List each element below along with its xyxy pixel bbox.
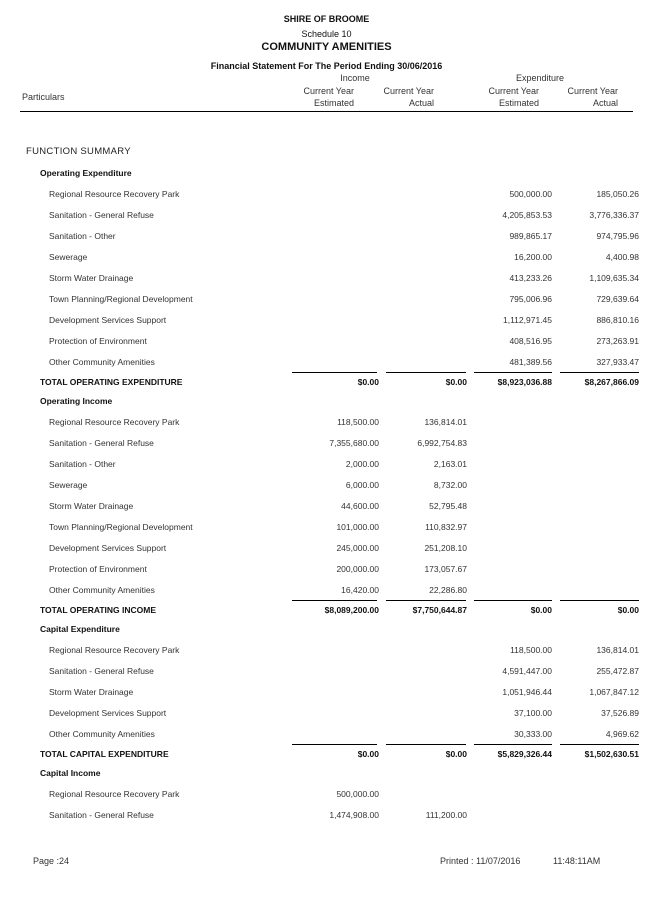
page-number: Page :24 [33, 856, 70, 866]
section-title: FUNCTION SUMMARY [26, 146, 131, 157]
row-value-inc-est: 245,000.00 [336, 543, 379, 553]
table-row [0, 666, 653, 680]
total-rule [292, 600, 377, 601]
row-label: Sanitation - General Refuse [49, 210, 154, 220]
row-value-exp-est: 408,516.95 [509, 336, 552, 346]
table-row [0, 501, 653, 515]
row-label: Sanitation - Other [49, 231, 116, 241]
printed-date: Printed : 11/07/2016 [440, 856, 521, 866]
table-row [0, 252, 653, 266]
row-value-inc-act: 136,814.01 [424, 417, 467, 427]
row-value-inc-act: 111,200.00 [425, 810, 467, 820]
table-row [0, 645, 653, 659]
row-label: Other Community Amenities [49, 585, 155, 595]
row-value-exp-est: 500,000.00 [509, 189, 552, 199]
row-value-exp-est: 118,500.00 [510, 645, 552, 655]
group-heading: Operating Expenditure [40, 168, 132, 178]
schedule-label: Schedule 10 [301, 29, 352, 39]
table-row [0, 294, 653, 308]
row-value-exp-est: 16,200.00 [514, 252, 552, 262]
row-value-exp-est: 989,865.17 [509, 231, 552, 241]
row-value-inc-act: 110,832.97 [425, 522, 467, 532]
row-label: Protection of Environment [49, 564, 147, 574]
table-row [0, 189, 653, 203]
total-rule [560, 744, 639, 745]
row-value-inc-act: 22,286.80 [429, 585, 467, 595]
table-row [0, 543, 653, 557]
particulars-header: Particulars [22, 92, 65, 102]
total-rule [292, 744, 377, 745]
row-label: Regional Resource Recovery Park [49, 645, 180, 655]
row-value-inc-est: 2,000.00 [345, 459, 379, 469]
row-label: Sanitation - General Refuse [49, 438, 154, 448]
group-heading-row [0, 768, 653, 782]
row-value-exp-act: 185,050.26 [596, 189, 639, 199]
table-row [0, 210, 653, 224]
table-row [0, 273, 653, 287]
row-value-inc-est: 101,000.00 [336, 522, 379, 532]
total-rule [474, 372, 552, 373]
row-value-inc-est: 44,600.00 [341, 501, 379, 511]
total-value-exp-est: $0.00 [530, 605, 552, 615]
group-heading-row [0, 624, 653, 638]
row-value-inc-act: 251,208.10 [424, 543, 467, 553]
row-value-inc-est: 6,000.00 [345, 480, 379, 490]
table-row [0, 315, 653, 329]
report-period: Financial Statement For The Period Ending 30/06/2016 [210, 61, 443, 71]
total-value-exp-act: $1,502,630.51 [584, 749, 639, 759]
total-value-exp-est: $8,923,036.88 [497, 377, 552, 387]
row-value-exp-est: 1,051,946.44 [502, 687, 552, 697]
table-row [0, 522, 653, 536]
total-rule [474, 600, 552, 601]
function-summary-row [0, 146, 653, 160]
row-label: Sanitation - General Refuse [49, 810, 154, 820]
row-label: Sewerage [49, 252, 88, 262]
table-row [0, 357, 653, 371]
table-row [0, 789, 653, 803]
row-label: Regional Resource Recovery Park [49, 189, 180, 199]
exp-estimated-header-line1: Current Year [488, 86, 539, 96]
total-value-inc-act: $0.00 [445, 377, 467, 387]
row-value-inc-est: 7,355,680.00 [329, 438, 379, 448]
row-label: Development Services Support [49, 315, 167, 325]
income-actual-header-line1: Current Year [383, 86, 434, 96]
total-value-inc-est: $8,089,200.00 [324, 605, 379, 615]
row-value-exp-act: 255,472.87 [596, 666, 639, 676]
row-value-inc-act: 173,057.67 [424, 564, 467, 574]
total-value-inc-est: $0.00 [357, 377, 379, 387]
row-value-exp-act: 729,639.64 [596, 294, 639, 304]
table-row [0, 336, 653, 350]
table-row [0, 810, 653, 824]
row-value-exp-est: 1,112,971.45 [503, 315, 552, 325]
printed-time: 11:48:11AM [553, 856, 601, 866]
row-value-inc-act: 8,732.00 [433, 480, 467, 490]
total-value-inc-act: $7,750,644.87 [412, 605, 467, 615]
table-row [0, 417, 653, 431]
total-label: TOTAL OPERATING INCOME [40, 605, 157, 615]
row-value-exp-est: 4,205,853.53 [502, 210, 552, 220]
income-actual-header-line2: Actual [408, 98, 434, 108]
total-rule [386, 600, 466, 601]
total-rule [474, 744, 552, 745]
total-row [0, 749, 653, 763]
header-rule [20, 111, 633, 112]
row-value-exp-act: 136,814.01 [596, 645, 639, 655]
row-value-exp-act: 886,810.16 [596, 315, 639, 325]
exp-estimated-header-line2: Estimated [498, 98, 539, 108]
row-value-exp-est: 413,233.26 [509, 273, 552, 283]
row-value-exp-act: 37,526.89 [601, 708, 639, 718]
row-label: Other Community Amenities [49, 729, 155, 739]
exp-actual-header-line2: Actual [592, 98, 618, 108]
row-label: Sanitation - General Refuse [49, 666, 154, 676]
row-value-exp-est: 30,333.00 [514, 729, 552, 739]
total-value-exp-act: $8,267,866.09 [584, 377, 639, 387]
table-row [0, 708, 653, 722]
row-value-exp-est: 4,591,447.00 [502, 666, 552, 676]
table-row [0, 585, 653, 599]
row-label: Town Planning/Regional Development [49, 522, 193, 532]
row-value-inc-est: 500,000.00 [336, 789, 379, 799]
row-value-exp-est: 37,100.00 [514, 708, 552, 718]
row-value-exp-act: 4,969.62 [605, 729, 639, 739]
income-estimated-header-line2: Estimated [313, 98, 354, 108]
row-value-exp-est: 481,389.56 [509, 357, 552, 367]
total-rule [560, 600, 639, 601]
table-row [0, 459, 653, 473]
total-rule [292, 372, 377, 373]
row-label: Town Planning/Regional Development [49, 294, 193, 304]
organization-name: SHIRE OF BROOME [283, 14, 370, 24]
row-value-inc-est: 200,000.00 [336, 564, 379, 574]
row-value-exp-act: 273,263.91 [596, 336, 639, 346]
total-value-inc-act: $0.00 [445, 749, 467, 759]
row-label: Sanitation - Other [49, 459, 116, 469]
total-rule [560, 372, 639, 373]
table-row [0, 480, 653, 494]
group-heading-row [0, 168, 653, 182]
table-row [0, 729, 653, 743]
row-value-inc-est: 118,500.00 [337, 417, 379, 427]
row-label: Sewerage [49, 480, 88, 490]
row-label: Storm Water Drainage [49, 501, 134, 511]
report-title: COMMUNITY AMENITIES [261, 41, 392, 53]
total-label: TOTAL OPERATING EXPENDITURE [40, 377, 183, 387]
row-label: Development Services Support [49, 543, 167, 553]
row-label: Development Services Support [49, 708, 167, 718]
income-estimated-header-line1: Current Year [303, 86, 354, 96]
row-value-exp-act: 974,795.96 [596, 231, 639, 241]
table-row [0, 438, 653, 452]
exp-actual-header-line1: Current Year [567, 86, 618, 96]
row-label: Storm Water Drainage [49, 273, 134, 283]
row-label: Storm Water Drainage [49, 687, 134, 697]
income-group-header: Income [340, 73, 370, 83]
row-label: Protection of Environment [49, 336, 147, 346]
total-label: TOTAL CAPITAL EXPENDITURE [40, 749, 169, 759]
table-row [0, 231, 653, 245]
group-heading: Capital Income [40, 768, 101, 778]
row-value-exp-est: 795,006.96 [509, 294, 552, 304]
total-row [0, 377, 653, 391]
total-value-exp-est: $5,829,326.44 [497, 749, 552, 759]
row-label: Regional Resource Recovery Park [49, 789, 180, 799]
row-value-exp-act: 1,109,635.34 [589, 273, 639, 283]
row-value-inc-est: 16,420.00 [341, 585, 379, 595]
row-value-exp-act: 4,400.98 [605, 252, 639, 262]
table-row [0, 687, 653, 701]
row-value-exp-act: 1,067,847.12 [589, 687, 639, 697]
row-label: Other Community Amenities [49, 357, 155, 367]
total-value-exp-act: $0.00 [617, 605, 639, 615]
group-heading: Operating Income [40, 396, 113, 406]
row-value-inc-act: 52,795.48 [429, 501, 467, 511]
row-value-exp-act: 327,933.47 [596, 357, 639, 367]
total-rule [386, 744, 466, 745]
row-value-exp-act: 3,776,336.37 [589, 210, 639, 220]
table-row [0, 564, 653, 578]
row-value-inc-act: 6,992,754.83 [417, 438, 467, 448]
row-label: Regional Resource Recovery Park [49, 417, 180, 427]
total-row [0, 605, 653, 619]
total-value-inc-est: $0.00 [357, 749, 379, 759]
expenditure-group-header: Expenditure [515, 73, 565, 83]
row-value-inc-act: 2,163.01 [433, 459, 467, 469]
group-heading: Capital Expenditure [40, 624, 120, 634]
total-rule [386, 372, 466, 373]
row-value-inc-est: 1,474,908.00 [329, 810, 379, 820]
group-heading-row [0, 396, 653, 410]
